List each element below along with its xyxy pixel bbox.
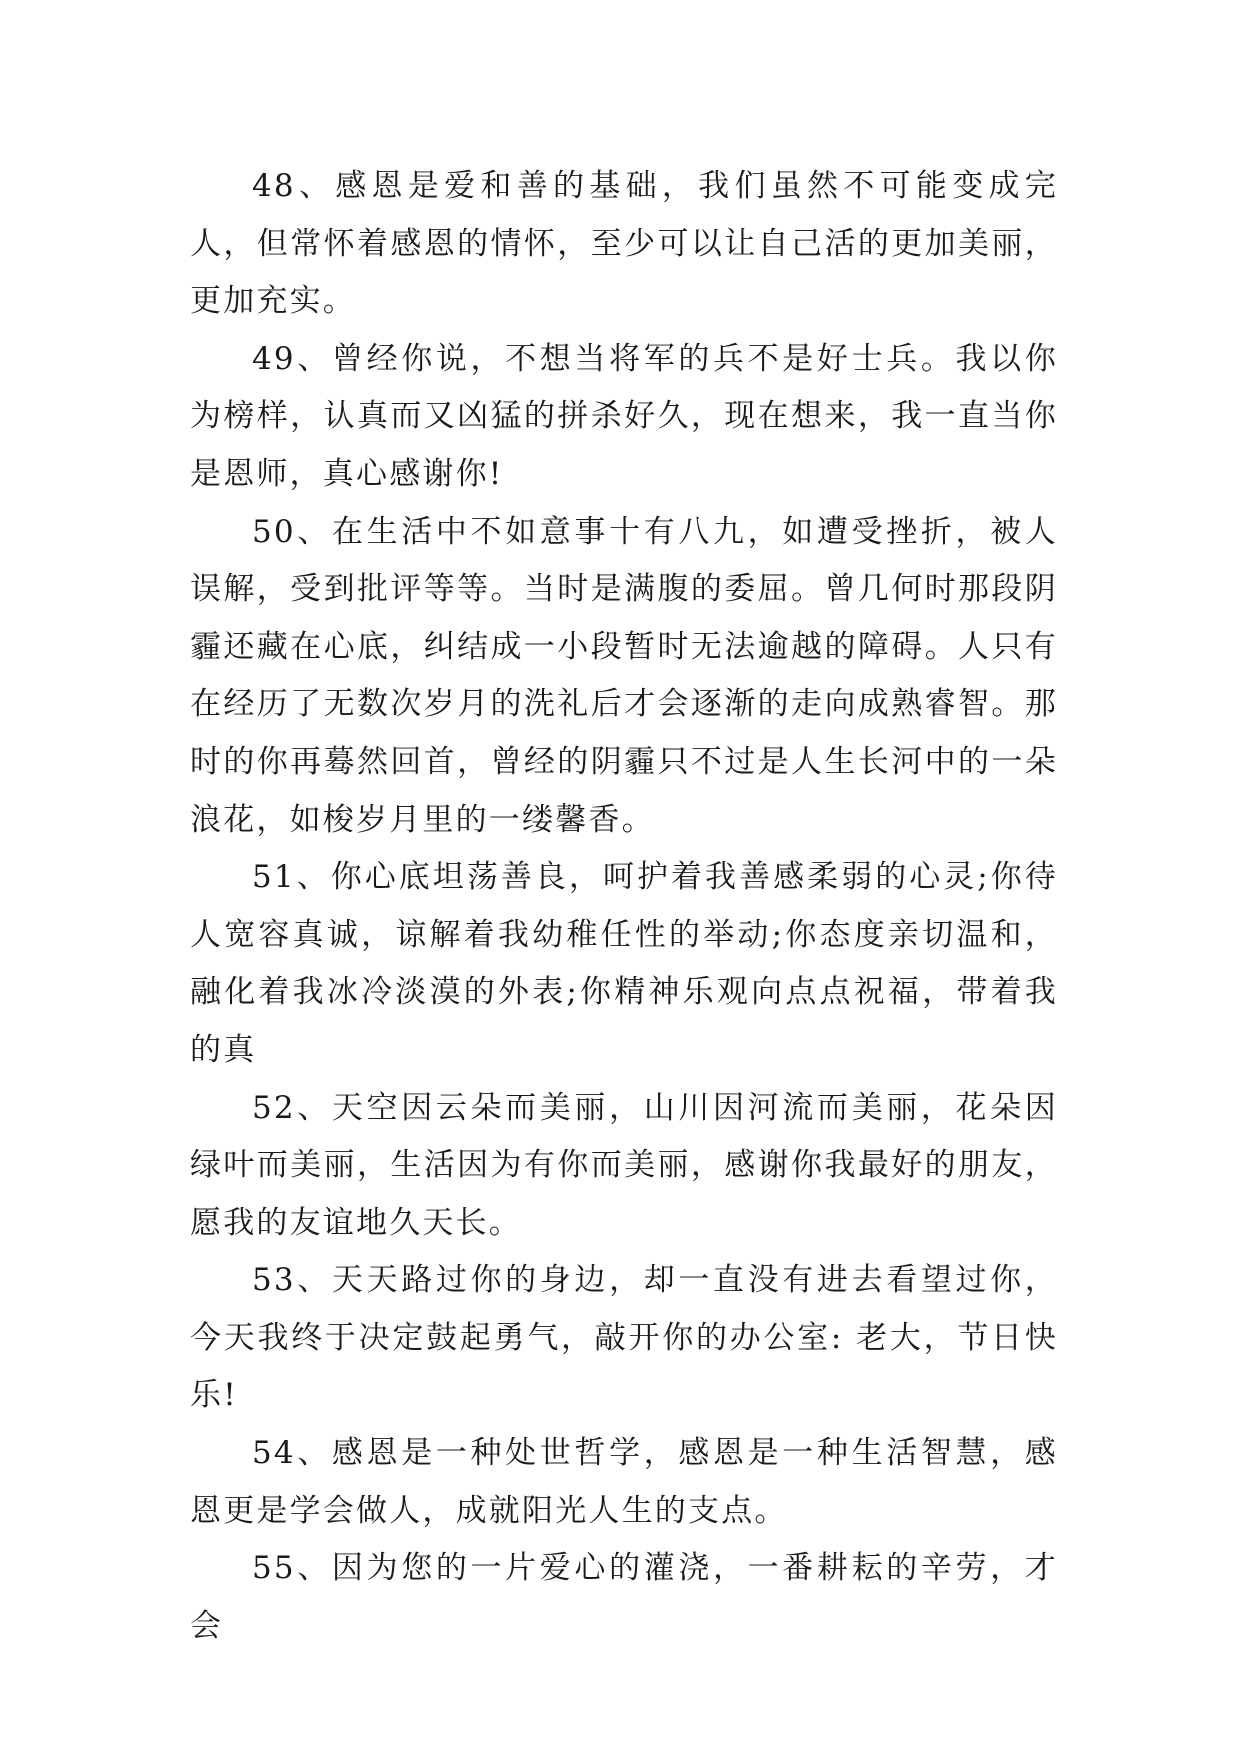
paragraph-53: 53、天天路过你的身边，却一直没有进去看望过你，今天我终于决定鼓起勇气，敲开你的办公室: 老大，节日快乐! — [190, 1262, 1058, 1414]
paragraph-54: 54、感恩是一种处世哲学，感恩是一种生活智慧，感恩更是学会做人，成就阳光人生的支点。 — [190, 1435, 1058, 1529]
paragraph-51: 51、你心底坦荡善良，呵护着我善感柔弱的心灵;你待人宽容真诚，谅解着我幼稚任性的举动;你态度亲切温和，融化着我冰冷淡漠的外表;你精神乐观向点点祝福，带着我的真 — [190, 859, 1058, 1068]
paragraph-52: 52、天空因云朵而美丽，山川因河流而美丽，花朵因绿叶而美丽，生活因为有你而美丽，感谢你我最好的朋友，愿我的友谊地久天长。 — [190, 1089, 1058, 1241]
document-body — [190, 158, 1058, 1655]
paragraph-49: 49、曾经你说，不想当将军的兵不是好士兵。我以你为榜样，认真而又凶猛的拼杀好久，现在想来，我一直当你是恩师，真心感谢你! — [190, 340, 1058, 492]
paragraph-50: 50、在生活中不如意事十有八九，如遭受挫折，被人误解，受到批评等等。当时是满腹的委屈。曾几何时那段阴霾还藏在心底，纠结成一小段暂时无法逾越的障碍。人只有在经历了无数次岁月的洗礼后才会逐渐的走向成熟睿智。那时的你再蓦然回首，曾经的阴霾只不过是人生长河中的一朵浪花，如梭岁月里的一缕馨香。 — [190, 513, 1058, 838]
paragraph-55: 55、因为您的一片爱心的灌浇，一番耕耘的辛劳，才会 — [190, 1550, 1058, 1644]
paragraph-48: 48、感恩是爱和善的基础，我们虽然不可能变成完人，但常怀着感恩的情怀，至少可以让自己活的更加美丽，更加充实。 — [190, 168, 1058, 320]
